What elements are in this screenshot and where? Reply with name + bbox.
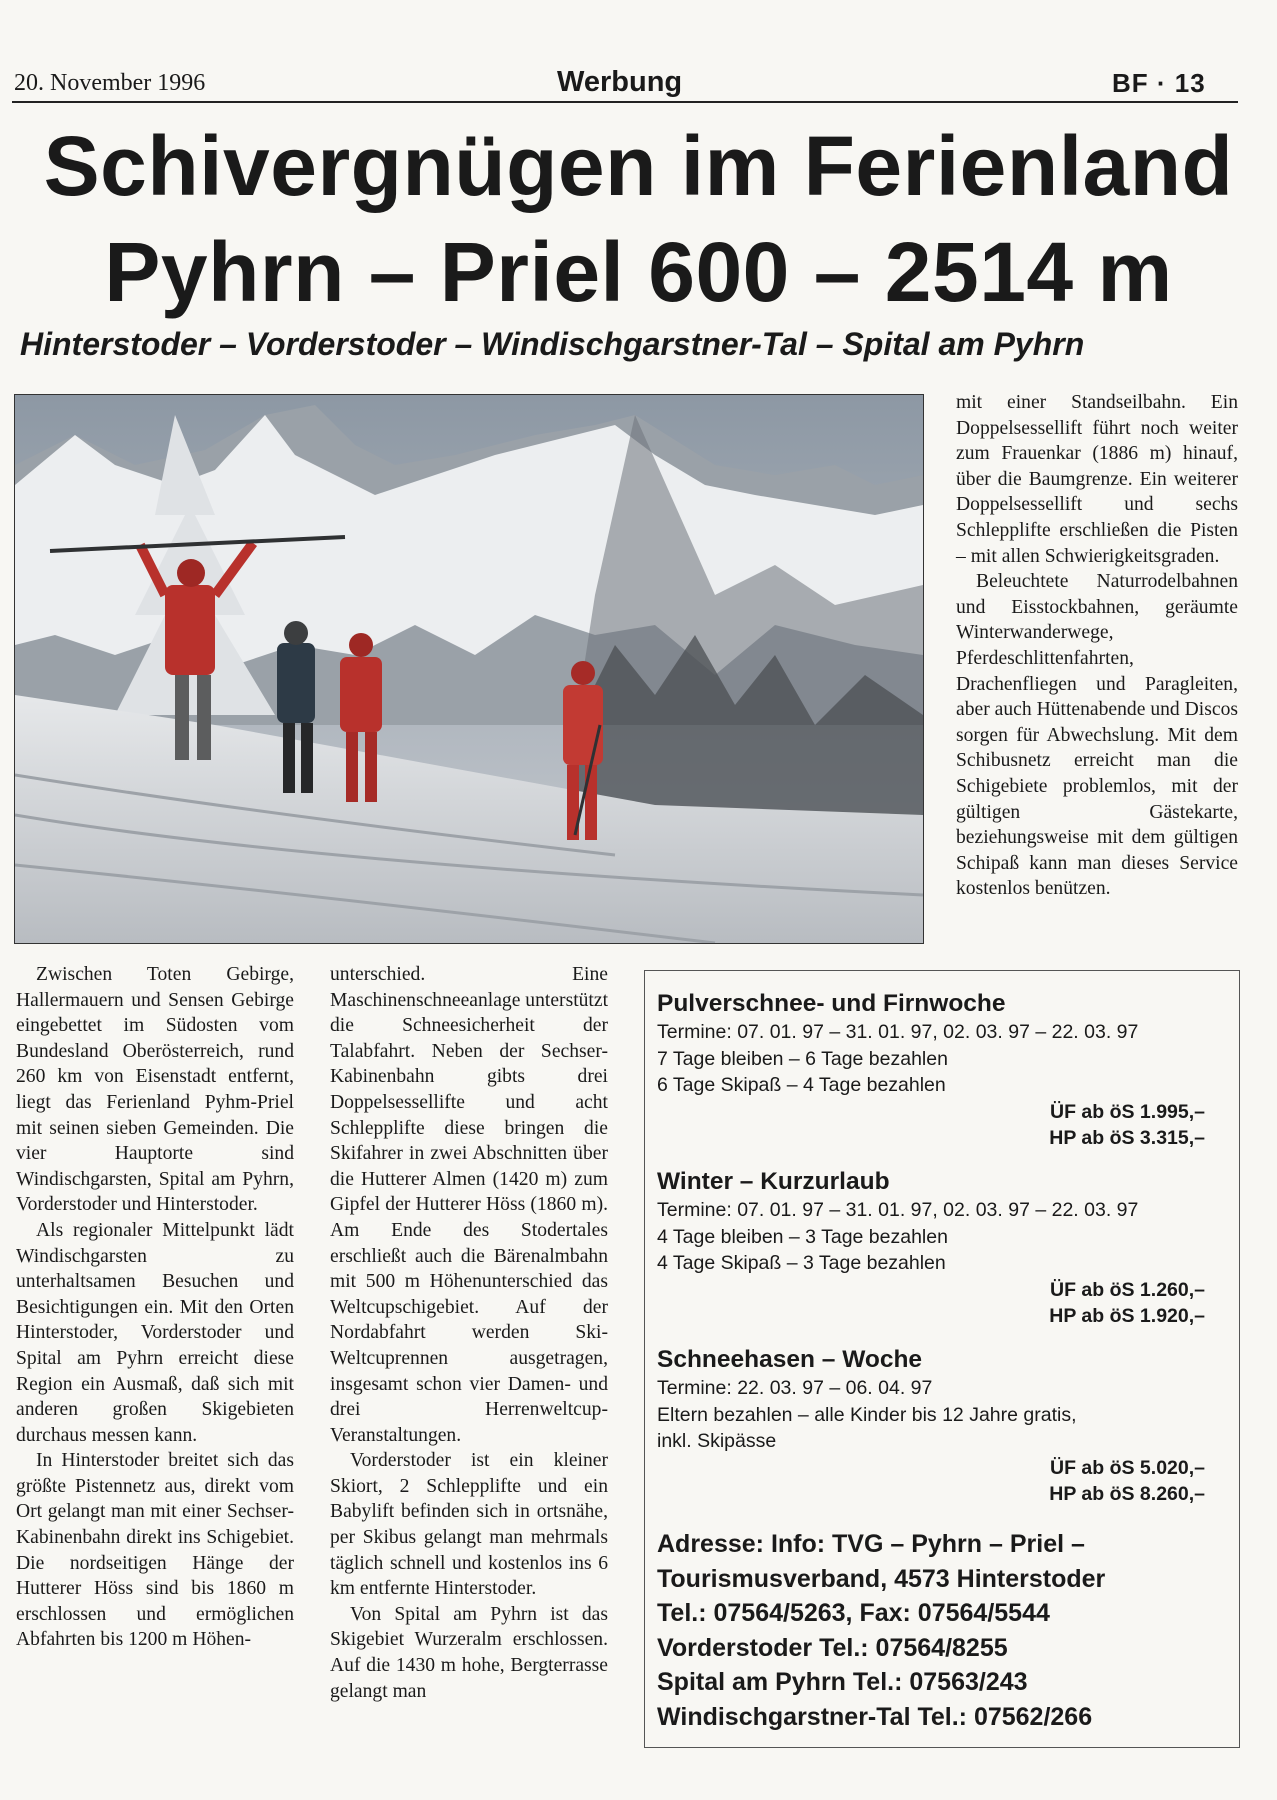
offer-1 [657,989,1227,1151]
offer-2 [657,1167,1227,1329]
paragraph: unterschied. Eine Maschinenschneeanlage unterstützt die Schneesicherheit der Talabfahrt. Neben der Sechser-Kabinenbahn gibts drei Doppelsessellifte und acht Schlepplifte diese bringen die Skifahrer in zwei Abschnitten über die Hutterer Almen (1420 m) zum Gipfel der Hutterer Höss (1860 m). Am Ende des Stodertales erschließt auch die Bärenalmbahn mit 500 m Höhenunterschied das Weltcupschigebiet. Auf der Nordabfahrt werden Ski-Weltcuprennen ausgetragen, insgesamt schon vier Damen- und drei Herrenweltcup-Veranstaltungen. [330,964,609,1446]
price-hp: HP ab öS 1.920,– [1049,1304,1205,1327]
paragraph: mit einer Standseilbahn. Ein Doppelsessellift führt noch weiter zum Frauenkar (1886 m) hinauf, über die Baumgrenze. Ein weiterer Doppelsessellift und sechs Schlepplifte erschließen die Pisten – mit allen Schwierigkeitsgraden. [956,392,1238,567]
price-hp: HP ab öS 8.260,– [1049,1482,1205,1505]
offer-line: Termine: 07. 01. 97 – 31. 01. 97, 02. 03. 97 – 22. 03. 97 [657,1199,1139,1221]
address-line: Tourismusverband, 4573 Hinterstoder [657,1564,1106,1593]
paragraph: In Hinterstoder breitet sich das größte Pistennetz aus, direkt vom Ort gelangt man mit einer Sechser-Kabinenbahn direkt ins Schigebiet. Die nordseitigen Hänge der Hutterer Höss sind bis 1860 m erschlossen und ermöglichen Abfahrten bis 1200 m Höhen- [16,1450,294,1651]
offer-line: Eltern bezahlen – alle Kinder bis 12 Jahre gratis, [657,1403,1077,1426]
page-number: BF · 13 [1112,68,1206,98]
offer-title: Winter – Kurzurlaub [657,1168,890,1195]
ski-photo [14,394,924,944]
paragraph: Vorderstoder ist ein kleiner Skiort, 2 Schlepplifte und ein Babylift befinden sich in ortsnähe, per Skibus gelangt man mehrmals täglich schnell und kostenlos ins 6 km entfernte Hinterstoder. [330,1450,608,1600]
offer-box [644,970,1240,1748]
offer-line: inkl. Skipässe [657,1430,777,1452]
address-line: Tel.: 07564/5263, Fax: 07564/5544 [657,1599,1050,1627]
offer-title: Schneehasen – Woche [657,1346,923,1373]
offer-line: 4 Tage bleiben – 3 Tage bezahlen [657,1225,948,1248]
address-line: Spital am Pyhrn Tel.: 07563/243 [657,1668,1028,1696]
price-hp: HP ab öS 3.315,– [1049,1126,1205,1149]
price-uf: ÜF ab öS 1.260,– [1050,1278,1205,1301]
headline-line-1: Schivergnügen im Ferienland [43,119,1234,213]
offer-line: Termine: 07. 01. 97 – 31. 01. 97, 02. 03. 97 – 22. 03. 97 [657,1021,1139,1043]
offer-line: 4 Tage Skipaß – 3 Tage bezahlen [657,1252,946,1274]
headline-line-2: Pyhrn – Priel 600 – 2514 m [104,225,1173,319]
page-date: 20. November 1996 [14,70,206,96]
subheadline: Hinterstoder – Vorderstoder – Windischgarstner-Tal – Spital am Pyhrn [20,326,1085,362]
address-line: Windischgarstner-Tal Tel.: 07562/266 [657,1702,1093,1731]
paragraph: Beleuchtete Naturrodelbahnen und Eisstockbahnen, geräumte Winterwanderwege, Pferdeschlittenfahrten, Drachenfliegen und Paragleiten, aber auch Hüttenabende und Discos sorgen für Abwechslung. Mit dem Schibusnetz erreicht man die Schigebiete problemlos, mit der gültigen Gästekarte, beziehungsweise mit dem gültigen Schipaß kann man dieses Service kostenlos benützen. [956,571,1238,900]
offer-line: 7 Tage bleiben – 6 Tage bezahlen [657,1047,948,1070]
address-line: Vorderstoder Tel.: 07564/8255 [657,1633,1008,1662]
price-uf: ÜF ab öS 5.020,– [1050,1456,1205,1479]
address-line: Adresse: Info: TVG – Pyhrn – Priel – [657,1530,1085,1558]
contact-address [657,1527,1229,1734]
article-column-1 [16,962,294,1653]
offer-title: Pulverschnee- und Firnwoche [657,990,1006,1017]
header-rule [12,101,1238,103]
article-column-right [956,390,1238,902]
section-label: Werbung [557,66,683,98]
paragraph: Zwischen Toten Gebirge, Hallermauern und Sensen Gebirge eingebettet im Südosten vom Bundesland Oberösterreich, rund 260 km von Eisenstadt entfernt, liegt das Ferienland Pyhm-Priel mit seinen sieben Gemeinden. Die vier Hauptorte sind Windischgarsten, Spital am Pyhrn, Vorderstoder und Hinterstoder. [16,964,294,1216]
paragraph: Als regionaler Mittelpunkt lädt Windischgarsten zu unterhaltsamen Besuchen und Besichtigungen ein. Mit den Orten Hinterstoder, Vorderstoder und Spital am Pyhrn erreicht diese Region ein Ausmaß, daß sich mit anderen großen Skigebieten durchaus messen kann. [16,1219,294,1446]
offer-line: Termine: 22. 03. 97 – 06. 04. 97 [657,1377,933,1399]
offer-line: 6 Tage Skipaß – 4 Tage bezahlen [657,1074,946,1096]
price-uf: ÜF ab öS 1.995,– [1050,1100,1205,1123]
offer-3 [657,1345,1227,1507]
article-column-2 [330,962,608,1704]
paragraph: Von Spital am Pyhrn ist das Skigebiet Wurzeralm erschlossen. Auf die 1430 m hohe, Bergterrasse gelangt man [330,1603,608,1702]
